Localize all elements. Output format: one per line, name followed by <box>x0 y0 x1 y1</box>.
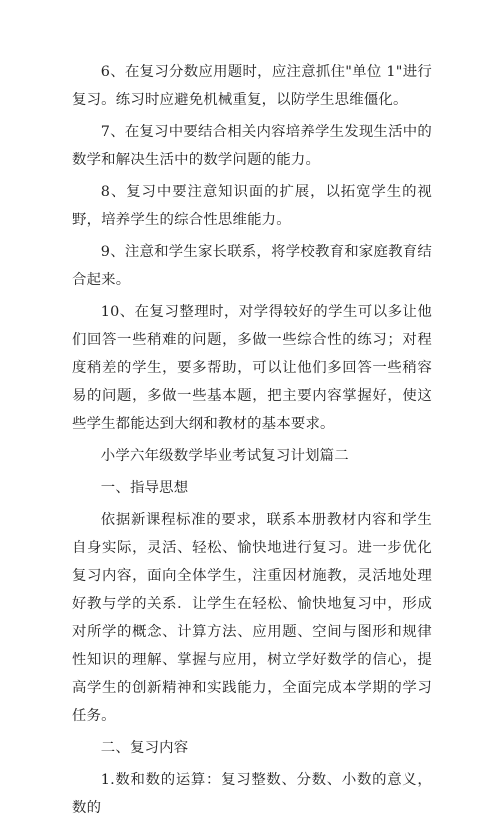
paragraph-item-8: 8、复习中要注意知识面的扩展，以拓宽学生的视野，培养学生的综合性思维能力。 <box>72 184 432 228</box>
paragraph-item-7: 7、在复习中要结合相关内容培养学生发现生活中的数学和解决生活中的数学问题的能力。 <box>72 124 432 168</box>
document-body <box>72 58 432 822</box>
review-content-item-1: 1.数和数的运算：复习整数、分数、小数的意义，数的 <box>72 772 432 816</box>
heading-guiding-thought: 一、指导思想 <box>100 480 189 496</box>
guiding-thought-paragraph: 依据新课程标准的要求，联系本册教材内容和学生自身实际，灵活、轻松、愉快地进行复习。进一步优化复习内容，面向全体学生，注重因材施教，灵活地处理好教与学的关系．让学生在轻松、愉快地复习中，形成对所学的概念、计算方法、应用题、空间与图形和规律性知识的理解、掌握与应用，树立学好数学的信心，提高学生的创新精神和实践能力，全面完成本学期的学习任务。 <box>72 512 432 724</box>
paragraph-item-10: 10、在复习整理时，对学得较好的学生可以多让他们回答一些稍难的问题，多做一些综合性的练习；对程度稍差的学生，要多帮助，可以让他们多回答一些稍容易的问题，多做一些基本题，把主要内容掌握好，使这些学生都能达到大纲和教材的基本要求。 <box>72 304 432 432</box>
paragraph-item-6: 6、在复习分数应用题时，应注意抓住"单位 1"进行复习。练习时应避免机械重复，以防学生思维僵化。 <box>72 64 432 108</box>
heading-review-content: 二、复习内容 <box>100 740 189 756</box>
paragraph-item-9: 9、注意和学生家长联系，将学校教育和家庭教育结合起来。 <box>72 244 432 288</box>
section-title: 小学六年级数学毕业考试复习计划篇二 <box>100 448 349 464</box>
